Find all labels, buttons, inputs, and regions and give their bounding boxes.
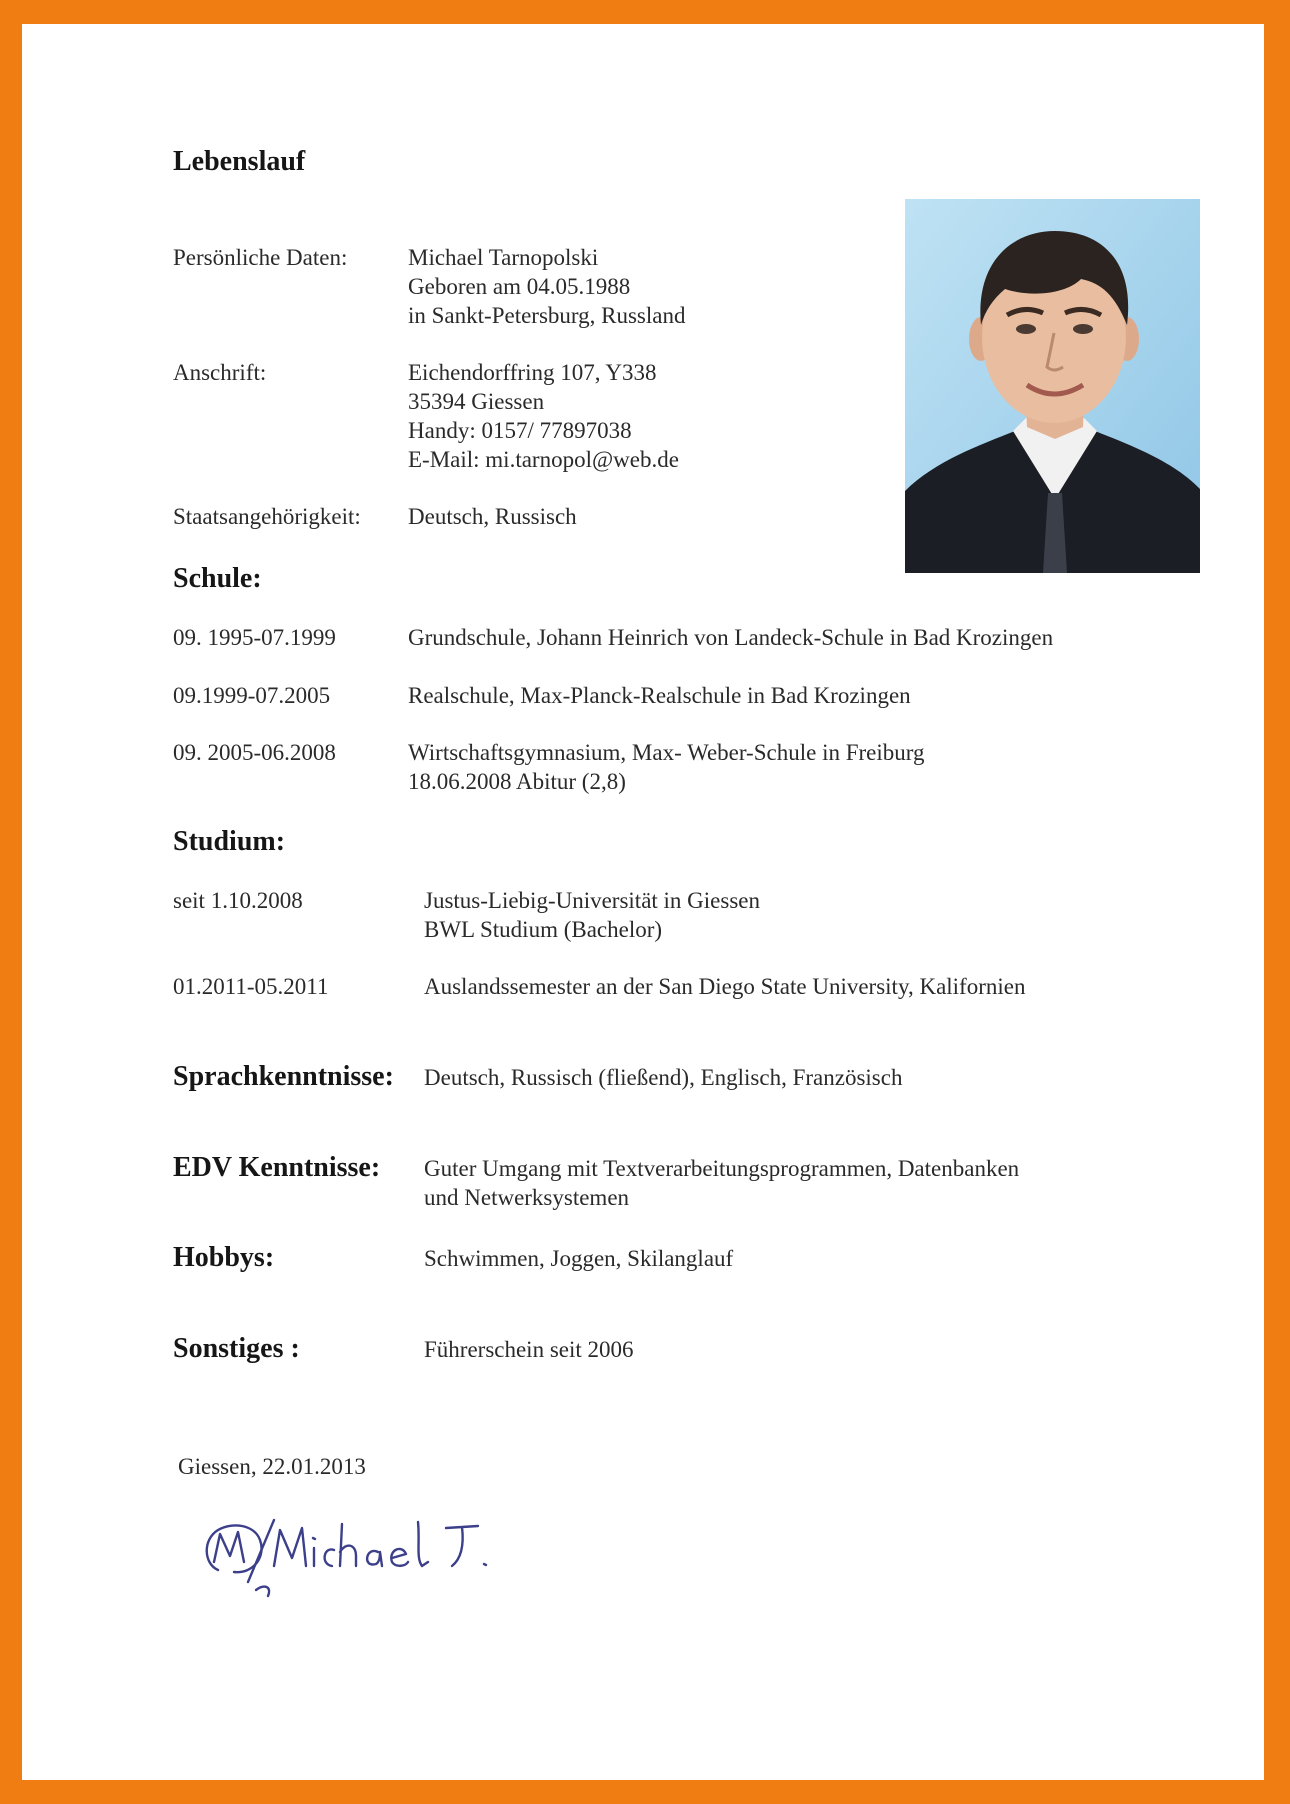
hobbies-heading: Hobbys: xyxy=(173,1242,275,1273)
other-heading: Sonstiges : xyxy=(173,1333,300,1364)
school-line: Wirtschaftsgymnasium, Max- Weber-Schule in Freiburg xyxy=(408,740,925,765)
place-date: Giessen, 22.01.2013 xyxy=(178,1454,366,1479)
address-line: 35394 Giessen xyxy=(408,389,545,414)
school-line: Realschule, Max-Planck-Realschule in Bad Krozingen xyxy=(408,683,911,708)
portrait-photo-icon xyxy=(905,199,1200,573)
school-line: Grundschule, Johann Heinrich von Landeck-Schule in Bad Krozingen xyxy=(408,625,1054,650)
it-skills-line: Guter Umgang mit Textverarbeitungsprogrammen, Datenbanken xyxy=(424,1156,1020,1181)
signature-icon xyxy=(196,1512,536,1617)
study-line: Auslandssemester an der San Diego State University, Kalifornien xyxy=(424,974,1026,999)
personal-line: Geboren am 04.05.1988 xyxy=(408,274,631,299)
study-date: 01.2011-05.2011 xyxy=(173,974,329,999)
school-heading: Schule: xyxy=(173,563,262,594)
personal-line: Michael Tarnopolski xyxy=(408,245,599,270)
school-date: 09.1999-07.2005 xyxy=(173,683,331,708)
school-line: 18.06.2008 Abitur (2,8) xyxy=(408,769,626,794)
study-line: Justus-Liebig-Universität in Giessen xyxy=(424,888,761,913)
other-value: Führerschein seit 2006 xyxy=(424,1337,634,1362)
it-skills-line: und Netwerksystemen xyxy=(424,1185,630,1210)
address-line: Handy: 0157/ 77897038 xyxy=(408,418,632,443)
languages-value: Deutsch, Russisch (fließend), Englisch, Französisch xyxy=(424,1065,903,1090)
personal-line: in Sankt-Petersburg, Russland xyxy=(408,303,686,328)
school-date: 09. 1995-07.1999 xyxy=(173,625,336,650)
nationality-value: Deutsch, Russisch xyxy=(408,504,577,529)
study-date: seit 1.10.2008 xyxy=(173,888,303,913)
page-title: Lebenslauf xyxy=(173,146,306,177)
personal-label: Persönliche Daten: xyxy=(173,245,348,270)
address-line: Eichendorffring 107, Y338 xyxy=(408,360,657,385)
address-label: Anschrift: xyxy=(173,360,267,385)
hobbies-value: Schwimmen, Joggen, Skilanglauf xyxy=(424,1246,734,1271)
languages-heading: Sprachkenntnisse: xyxy=(173,1061,394,1092)
nationality-label: Staatsangehörigkeit: xyxy=(173,504,361,529)
study-heading: Studium: xyxy=(173,826,286,857)
school-date: 09. 2005-06.2008 xyxy=(173,740,336,765)
study-line: BWL Studium (Bachelor) xyxy=(424,917,663,942)
address-email: E-Mail: mi.tarnopol@web.de xyxy=(408,447,679,472)
it-skills-heading: EDV Kenntnisse: xyxy=(173,1152,381,1183)
